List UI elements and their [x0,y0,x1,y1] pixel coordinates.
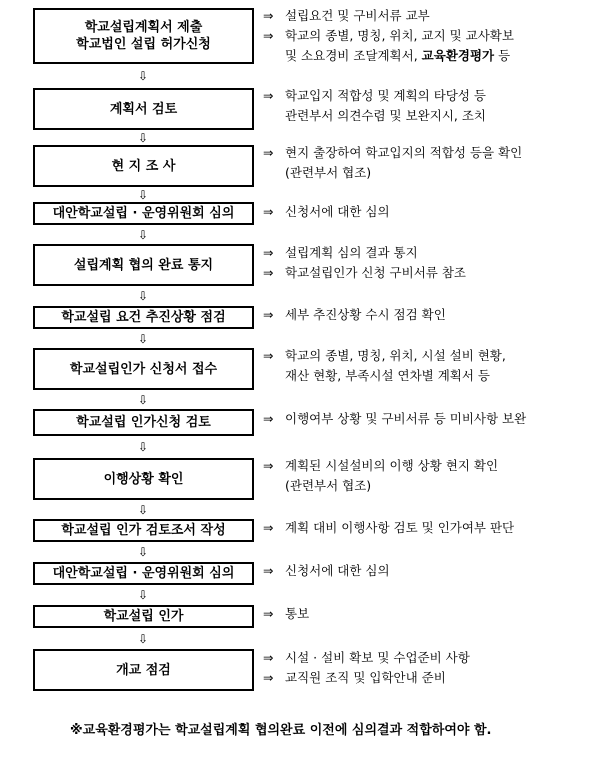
down-arrow-icon: ⇩ [137,632,149,646]
down-arrow-icon: ⇩ [137,588,149,602]
note-line [263,305,613,325]
step-note-10 [263,518,613,538]
right-arrow-icon: ⇒ [263,245,274,260]
step-box-13 [33,649,254,691]
right-arrow-icon: ⇒ [263,265,274,280]
step-note-13 [263,648,613,688]
note-text: 신청서에 대한 심의 [285,204,390,219]
note-line [263,409,613,429]
step-note-2 [263,86,613,126]
note-text: 재산 현황, 부족시설 연차별 계획서 등 [285,368,490,383]
step-box-1 [33,8,254,64]
right-arrow-icon: ⇒ [263,88,274,103]
right-arrow-icon: ⇒ [263,145,274,160]
step-note-8 [263,409,613,429]
note-text: 세부 추진상황 수시 점검 확인 [285,307,446,322]
note-line [263,456,613,476]
step-note-7 [263,346,613,386]
step-label: 이행상황 확인 [103,471,184,487]
note-text: 학교설립인가 신청 구비서류 참조 [285,265,466,280]
right-arrow-icon: ⇒ [263,670,274,685]
right-arrow-icon: ⇒ [263,307,274,322]
right-arrow-icon: ⇒ [263,458,274,473]
note-line [263,86,613,106]
note-text: (관련부서 협조) [285,165,372,180]
note-line [263,143,613,163]
note-line [263,366,613,386]
note-line [263,518,613,538]
step-label: 학교설립 요건 추진상황 점검 [61,310,226,325]
down-arrow-icon: ⇩ [137,393,149,407]
step-label: 학교설립인가 신청서 접수 [69,361,218,377]
step-label: 현 지 조 사 [111,158,176,174]
note-text: 이행여부 상황 및 구비서류 등 미비사항 보완 [285,411,527,426]
step-box-10 [33,519,254,542]
step-note-3 [263,143,613,183]
note-line [263,668,613,688]
note-text: 계획 대비 이행사항 검토 및 인가여부 판단 [285,520,515,535]
down-arrow-icon: ⇩ [137,188,149,202]
right-arrow-icon: ⇒ [263,520,274,535]
note-line [263,561,613,581]
right-arrow-icon: ⇒ [263,8,274,23]
note-text: 시설 · 설비 확보 및 수업준비 사항 [285,650,470,665]
note-line [263,106,613,126]
step-box-3 [33,145,254,187]
step-note-11 [263,561,613,581]
note-text: 교직원 조직 및 입학안내 준비 [285,670,446,685]
note-line [263,648,613,668]
note-line [263,46,613,66]
note-text: 설립계획 심의 결과 통지 [285,245,418,260]
note-line [263,6,613,26]
step-label: 계획서 검토 [109,101,178,117]
step-note-6 [263,305,613,325]
down-arrow-icon: ⇩ [137,69,149,83]
note-line [263,26,613,46]
note-text: 통보 [285,606,310,621]
right-arrow-icon: ⇒ [263,28,274,43]
right-arrow-icon: ⇒ [263,348,274,363]
step-label: 대안학교설립 · 운영위원회 심의 [52,566,235,581]
step-box-12 [33,605,254,628]
step-box-8 [33,409,254,436]
note-text: 현지 출장하여 학교입지의 적합성 등을 확인 [285,145,523,160]
footnote: ※교육환경평가는 학교설립계획 협의완료 이전에 심의결과 적합하여야 함. [70,723,492,738]
right-arrow-icon: ⇒ [263,563,274,578]
note-text: 설립요건 및 구비서류 교부 [285,8,430,23]
note-text: 학교의 종별, 명칭, 위치, 교지 및 교사확보 [285,28,514,43]
note-line [263,202,613,222]
right-arrow-icon: ⇒ [263,650,274,665]
step-label: 설립계획 협의 완료 통지 [73,257,214,273]
note-text: (관련부서 협조) [285,478,372,493]
down-arrow-icon: ⇩ [137,131,149,145]
right-arrow-icon: ⇒ [263,204,274,219]
step-note-1 [263,6,613,66]
step-box-9 [33,458,254,500]
down-arrow-icon: ⇩ [137,503,149,517]
down-arrow-icon: ⇩ [137,289,149,303]
step-box-5 [33,244,254,286]
note-text: 신청서에 대한 심의 [285,563,390,578]
note-text: 관련부서 의견수렴 및 보완지시, 조치 [285,108,486,123]
note-bold-text: 교육환경평가 [421,48,495,63]
note-text: 계획된 시설설비의 이행 상황 현지 확인 [285,458,499,473]
note-text: 학교입지 적합성 및 계획의 타당성 등 [285,88,486,103]
note-text: 및 소요경비 조달계획서, [285,48,422,63]
note-line [263,476,613,496]
note-text: 학교의 종별, 명칭, 위치, 시설 설비 현황, [285,348,506,363]
right-arrow-icon: ⇒ [263,606,274,621]
note-line [263,604,613,624]
note-tail-text: 등 [494,48,511,63]
step-box-6 [33,306,254,329]
step-note-9 [263,456,613,496]
step-label: 학교설립계획서 제출 [84,20,203,35]
note-line [263,243,613,263]
step-label: 학교설립 인가 검토조서 작성 [61,523,226,538]
down-arrow-icon: ⇩ [137,545,149,559]
step-note-4 [263,202,613,222]
step-note-5 [263,243,613,283]
step-box-4 [33,202,254,225]
step-label: 학교설립 인가신청 검토 [76,415,211,430]
note-line [263,346,613,366]
step-label: 학교설립 인가 [103,609,184,624]
down-arrow-icon: ⇩ [137,228,149,242]
step-label: 대안학교설립 · 운영위원회 심의 [52,206,235,221]
step-box-7 [33,348,254,390]
note-line [263,263,613,283]
step-note-12 [263,604,613,624]
step-label: 학교법인 설립 허가신청 [76,37,211,52]
note-line [263,163,613,183]
down-arrow-icon: ⇩ [137,332,149,346]
down-arrow-icon: ⇩ [137,440,149,454]
step-box-2 [33,88,254,130]
step-label: 개교 점검 [116,662,171,678]
right-arrow-icon: ⇒ [263,411,274,426]
step-box-11 [33,562,254,585]
